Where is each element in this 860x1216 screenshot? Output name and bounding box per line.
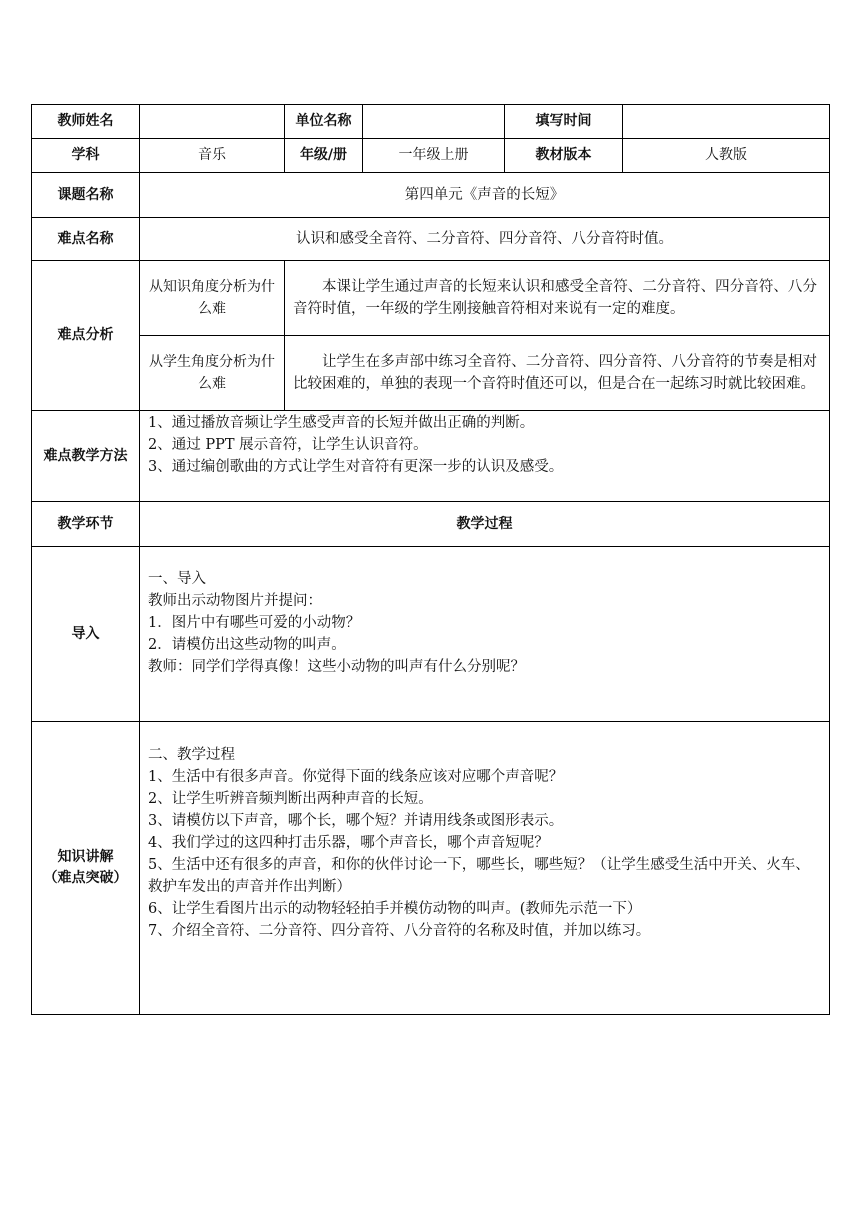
row-difficulty <box>32 218 830 261</box>
methods-list <box>140 411 830 502</box>
method-item: 1、通过播放音频让学生感受声音的长短并做出正确的判断。 <box>148 415 535 431</box>
process-header: 教学过程 <box>140 502 830 547</box>
lecture-line: 1、生活中有很多声音。你觉得下面的线条应该对应哪个声音呢？ <box>148 769 564 785</box>
row-analysis-student <box>32 336 830 411</box>
student-angle-analysis: 让学生在多声部中练习全音符、二分音符、四分音符、八分音符的节奏是相对比较困难的，单独的表现一个音符时值还可以，但是合在一起练习时就比较困难。 <box>285 336 830 411</box>
knowledge-angle-label <box>140 261 285 336</box>
stage-header: 教学环节 <box>32 502 140 547</box>
intro-label: 导入 <box>32 547 140 722</box>
knowledge-angle-analysis: 本课让学生通过声音的长短来认识和感受全音符、二分音符、四分音符、八分音符时值，一年级的学生刚接触音符相对来说有一定的难度。 <box>285 261 830 336</box>
topic-value: 第四单元《声音的长短》 <box>140 173 830 218</box>
student-angle-text: 从学生角度分析为什么难 <box>149 354 275 392</box>
row-intro <box>32 547 830 722</box>
intro-line: 2．请模仿出这些动物的叫声。 <box>148 637 346 653</box>
fill-time-value <box>623 105 830 139</box>
unit-name-value <box>363 105 505 139</box>
difficulty-label: 难点名称 <box>32 218 140 261</box>
intro-line: 一、导入 <box>148 571 206 587</box>
lecture-line: 4、我们学过的这四种打击乐器，哪个声音长，哪个声音短呢？ <box>148 835 549 851</box>
lecture-line: 二、教学过程 <box>148 747 235 763</box>
lecture-line: 7、介绍全音符、二分音符、四分音符、八分音符的名称及时值，并加以练习。 <box>148 923 651 939</box>
topic-label: 课题名称 <box>32 173 140 218</box>
subject-value: 音乐 <box>140 139 285 173</box>
row-teacher-info <box>32 105 830 139</box>
row-topic <box>32 173 830 218</box>
intro-line: 教师：同学们学得真像！这些小动物的叫声有什么分别呢？ <box>148 659 525 675</box>
row-lecture <box>32 722 830 1015</box>
lecture-content <box>140 722 830 1015</box>
method-item: 3、通过编创歌曲的方式让学生对音符有更深一步的认识及感受。 <box>148 459 564 475</box>
lesson-plan-table <box>31 104 830 1015</box>
knowledge-angle-text: 从知识角度分析为什么难 <box>149 279 275 317</box>
grade-label: 年级/册 <box>285 139 363 173</box>
methods-label: 难点教学方法 <box>32 411 140 502</box>
fill-time-label: 填写时间 <box>505 105 623 139</box>
grade-value: 一年级上册 <box>363 139 505 173</box>
row-analysis-knowledge <box>32 261 830 336</box>
lecture-line: 5、生活中还有很多的声音，和你的伙伴讨论一下，哪些长，哪些短？（让学生感受生活中开关、火车、救护车发出的声音并作出判断） <box>148 857 810 895</box>
lecture-line: 2、让学生听辨音频判断出两种声音的长短。 <box>148 791 433 807</box>
method-item: 2、通过 PPT 展示音符，让学生认识音符。 <box>148 437 428 453</box>
lecture-line: 3、请模仿以下声音，哪个长，哪个短？并请用线条或图形表示。 <box>148 813 564 829</box>
analysis-label: 难点分析 <box>32 261 140 411</box>
edition-label: 教材版本 <box>505 139 623 173</box>
lecture-label-line1: 知识讲解 <box>57 849 114 865</box>
teacher-name-label: 教师姓名 <box>32 105 140 139</box>
lecture-line: 6、让学生看图片出示的动物轻轻拍手并模仿动物的叫声。(教师先示范一下） <box>148 901 642 917</box>
unit-name-label: 单位名称 <box>285 105 363 139</box>
intro-line: 1．图片中有哪些可爱的小动物？ <box>148 615 361 631</box>
student-angle-label <box>140 336 285 411</box>
subject-label: 学科 <box>32 139 140 173</box>
lesson-plan-sheet <box>31 104 829 1014</box>
intro-line: 教师出示动物图片并提问： <box>148 593 322 609</box>
row-subject-info <box>32 139 830 173</box>
lecture-label-line2: （难点突破） <box>43 870 128 886</box>
difficulty-value: 认识和感受全音符、二分音符、四分音符、八分音符时值。 <box>140 218 830 261</box>
lecture-label <box>32 722 140 1015</box>
edition-value: 人教版 <box>623 139 830 173</box>
intro-content <box>140 547 830 722</box>
row-methods <box>32 411 830 502</box>
row-process-header <box>32 502 830 547</box>
teacher-name-value <box>140 105 285 139</box>
